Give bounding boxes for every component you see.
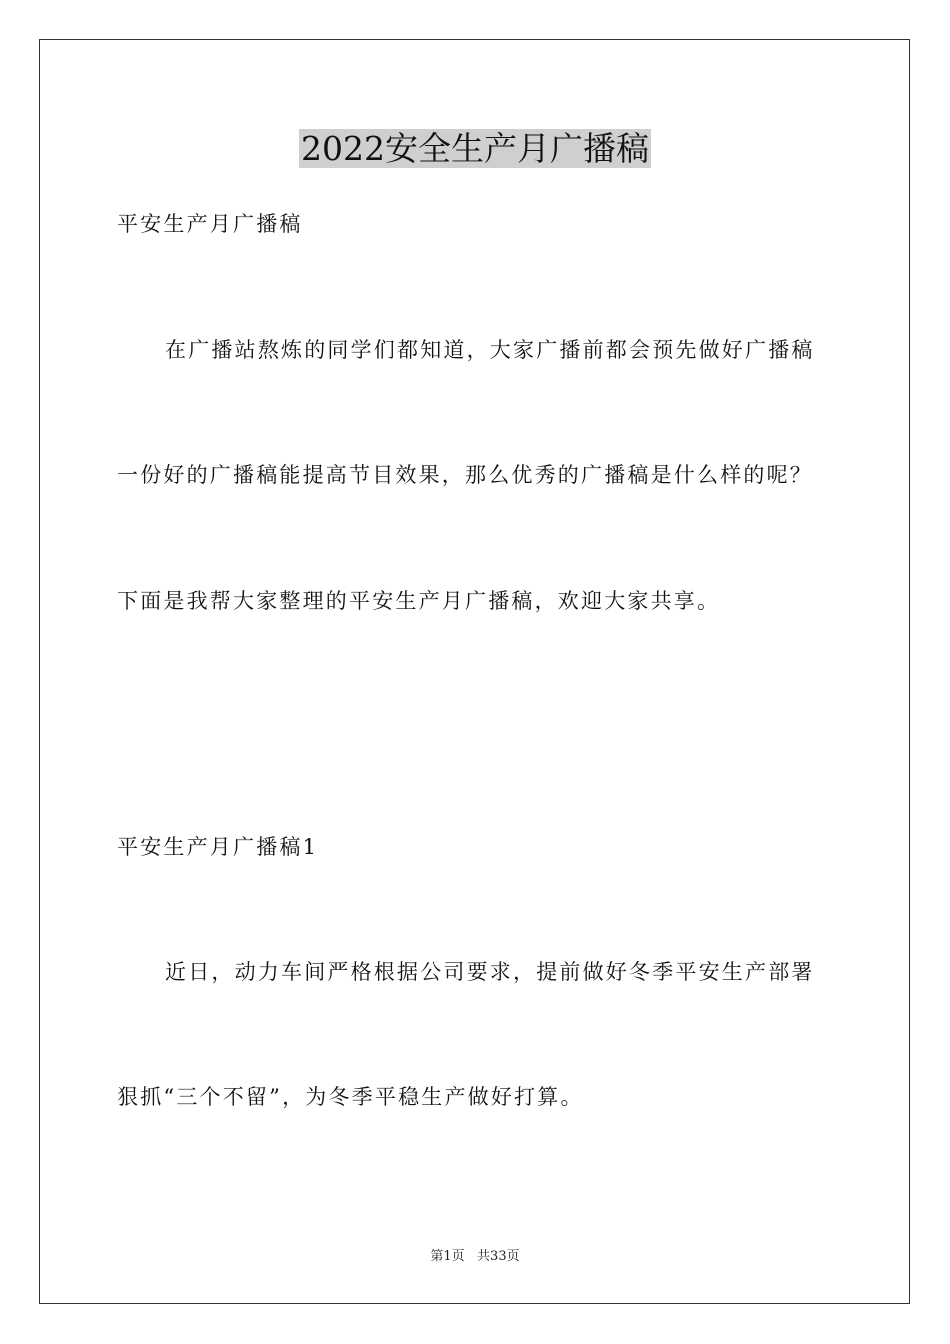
paragraph-line: 近日，动力车间严格根据公司要求，提前做好冬季平安生产部署: [165, 960, 815, 984]
document-title: [0, 128, 950, 170]
paragraph-line: 狠抓“三个不留”，为冬季平稳生产做好打算。: [117, 1085, 584, 1109]
paragraph-line: 在广播站熬炼的同学们都知道，大家广播前都会预先做好广播稿: [165, 338, 815, 362]
document-subtitle: 平安生产月广播稿: [117, 212, 303, 236]
paragraph-line: 一份好的广播稿能提高节目效果，那么优秀的广播稿是什么样的呢？: [117, 463, 813, 487]
paragraph-line: 下面是我帮大家整理的平安生产月广播稿，欢迎大家共享。: [117, 589, 721, 613]
document-title-text: 2022安全生产月广播稿: [301, 129, 649, 168]
page-footer: 第1页 共33页: [430, 1249, 520, 1264]
section-heading: 平安生产月广播稿1: [117, 835, 319, 859]
